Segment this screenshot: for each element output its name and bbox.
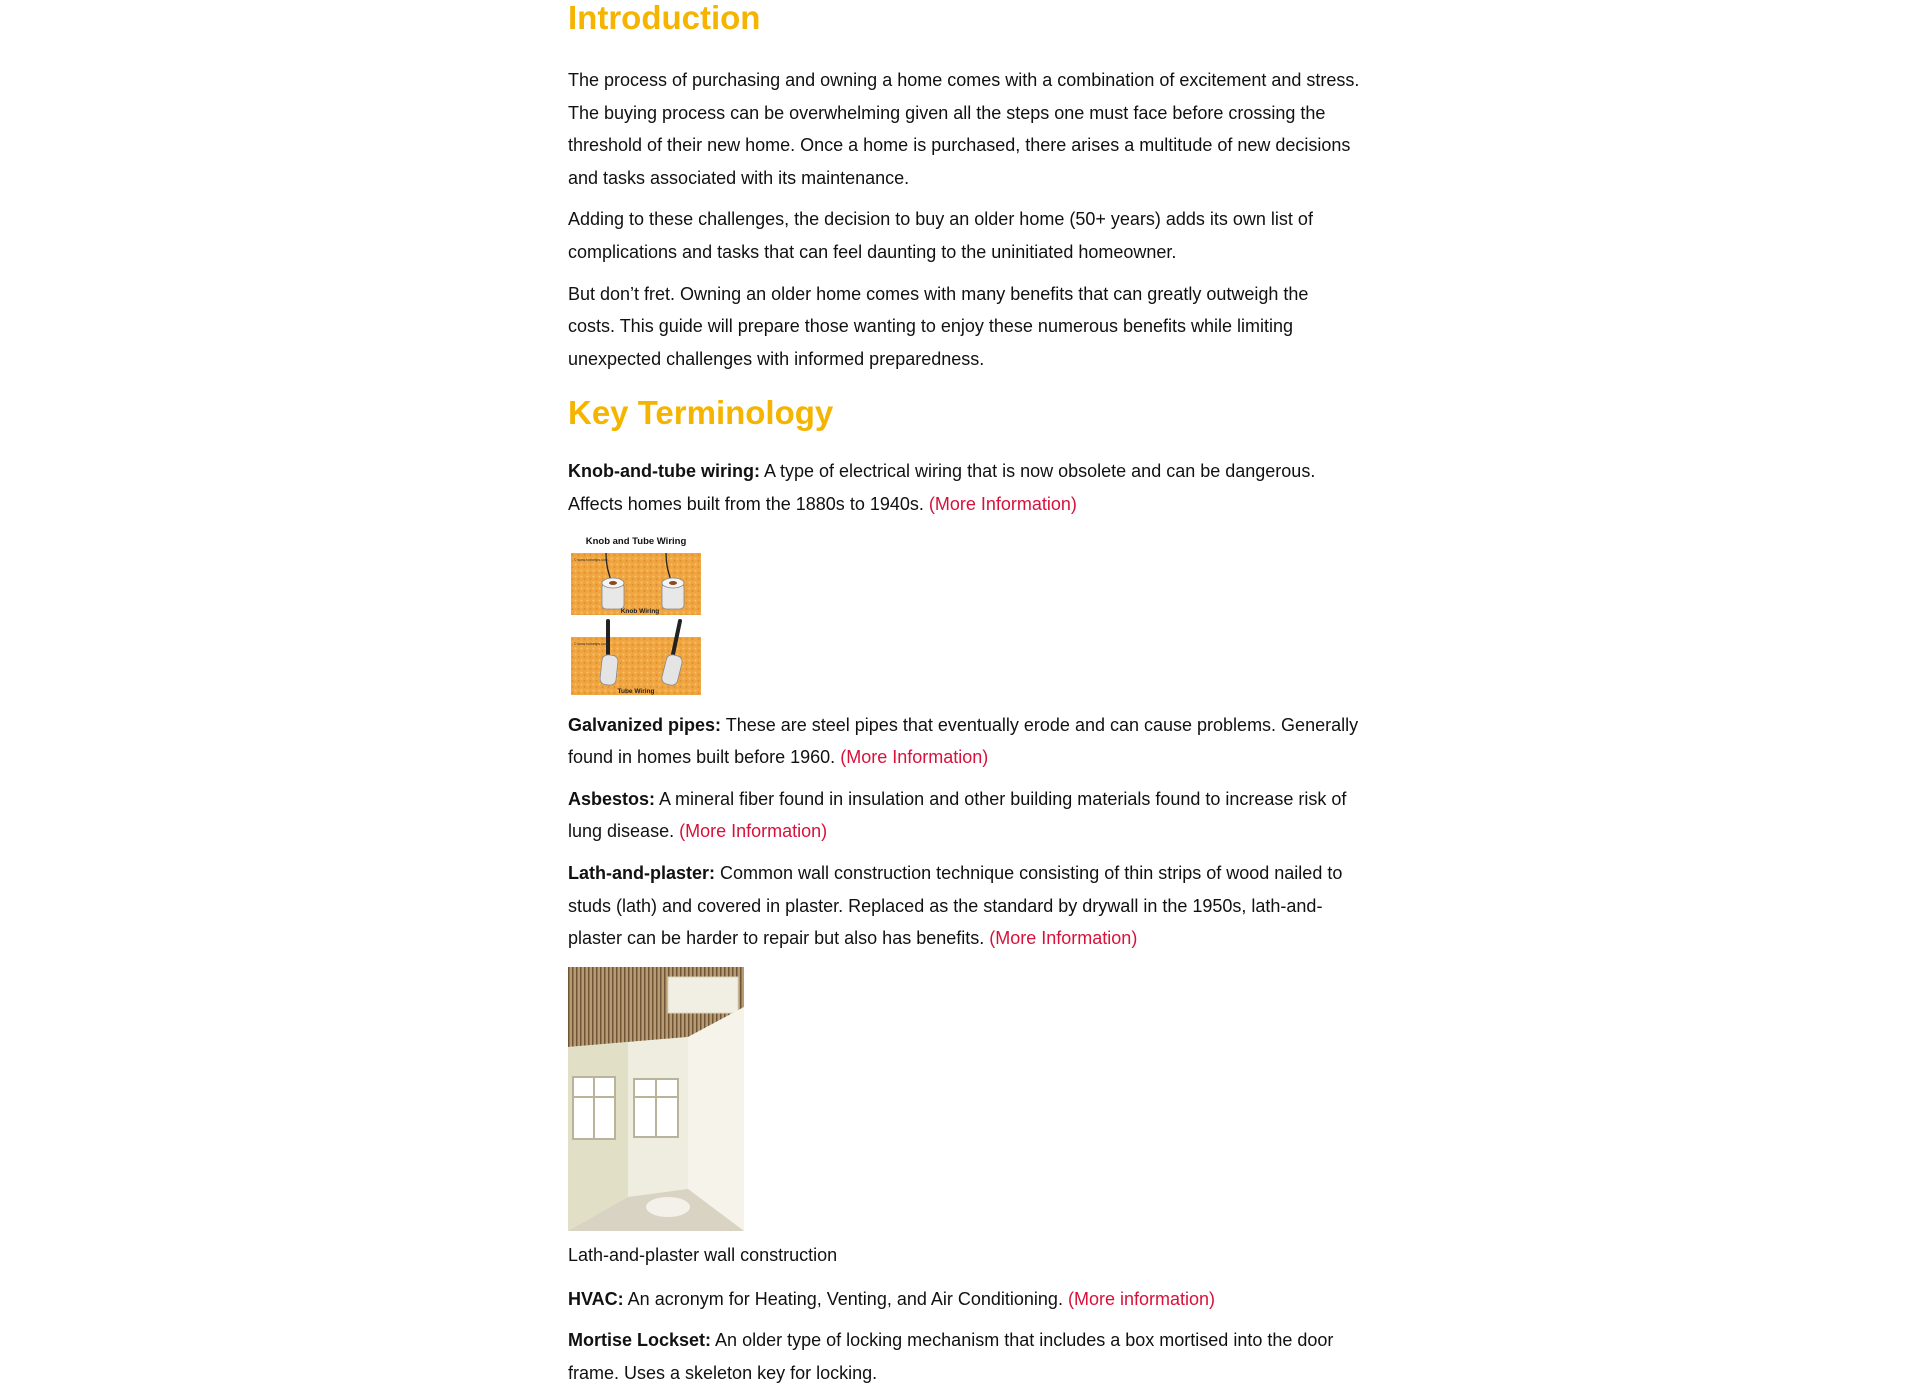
term-lath-and-plaster (568, 857, 1360, 955)
key-terminology-heading: Key Terminology (568, 394, 834, 432)
term-label: Galvanized pipes: (568, 714, 722, 735)
term-definition: An older type of locking mechanism that includes a box mortised into the door frame. Uses a skeleton key for locking. (568, 1330, 1334, 1383)
term-definition: These are steel pipes that eventually erode and can cause problems. Generally found in homes built before 1960. (568, 714, 1359, 768)
intro-paragraph-1: The process of purchasing and owning a home comes with a combination of excitement and stress. The buying process can be overwhelming given all the steps one must face before crossing the threshold of their new home. Once a home is purchased, there arises a multitude of new decisions and tasks associated with its maintenance. (568, 70, 1360, 188)
more-information-link[interactable]: (More Information) (840, 747, 989, 768)
term-label: Mortise Lockset: (568, 1330, 712, 1351)
term-definition: An acronym for Heating, Venting, and Air Conditioning. (623, 1288, 1068, 1309)
more-information-link[interactable]: (More Information) (928, 493, 1077, 514)
term-galvanized-pipes (568, 709, 1360, 774)
term-hvac (568, 1283, 1360, 1316)
introduction-heading: Introduction (568, 0, 761, 36)
more-information-link[interactable]: (More Information) (989, 928, 1138, 949)
knob-figure-title: Knob and Tube Wiring (585, 535, 687, 547)
term-definition: Common wall construction technique consisting of thin strips of wood nailed to studs (lath) and covered in plaster. Replaced as the standard by drywall in the 1950s, lath-and-plaster can be harder to repair but also has benefits. (568, 862, 1343, 949)
knob-wiring-label: Knob Wiring (620, 607, 660, 615)
article-body (568, 0, 1360, 1389)
knob-credit-top: © www.hometips.com (574, 557, 608, 562)
lath-and-plaster-room-image (568, 967, 744, 1231)
term-label: HVAC: (568, 1288, 624, 1309)
knob-credit-bottom: © www.hometips.com (574, 641, 608, 646)
more-information-link[interactable]: (More Information) (679, 821, 828, 842)
knob-and-tube-wiring-image (568, 533, 704, 699)
term-mortise-lockset (568, 1324, 1360, 1389)
tube-wiring-label: Tube Wiring (617, 687, 655, 695)
term-knob-and-tube (568, 455, 1360, 520)
more-information-link[interactable]: (More information) (1067, 1288, 1215, 1309)
figure-caption: Lath-and-plaster wall construction (568, 1244, 838, 1265)
term-definition: A type of electrical wiring that is now obsolete and can be dangerous. Affects homes built from the 1880s to 1940s. (568, 461, 1316, 514)
term-label: Asbestos: (568, 788, 656, 809)
term-asbestos (568, 783, 1360, 848)
term-definition: A mineral fiber found in insulation and other building materials found to increase risk of lung disease. (568, 788, 1347, 842)
intro-paragraph-2: Adding to these challenges, the decision to buy an older home (50+ years) adds its own list of complications and tasks that can feel daunting to the uninitiated homeowner. (568, 209, 1313, 262)
term-label: Lath-and-plaster: (568, 862, 716, 883)
term-label: Knob-and-tube wiring: (568, 461, 760, 482)
intro-paragraph-3: But don’t fret. Owning an older home comes with many benefits that can greatly outweigh the costs. This guide will prepare those wanting to enjoy these numerous benefits while limiting unexpected challenges with informed preparedness. (568, 283, 1309, 369)
